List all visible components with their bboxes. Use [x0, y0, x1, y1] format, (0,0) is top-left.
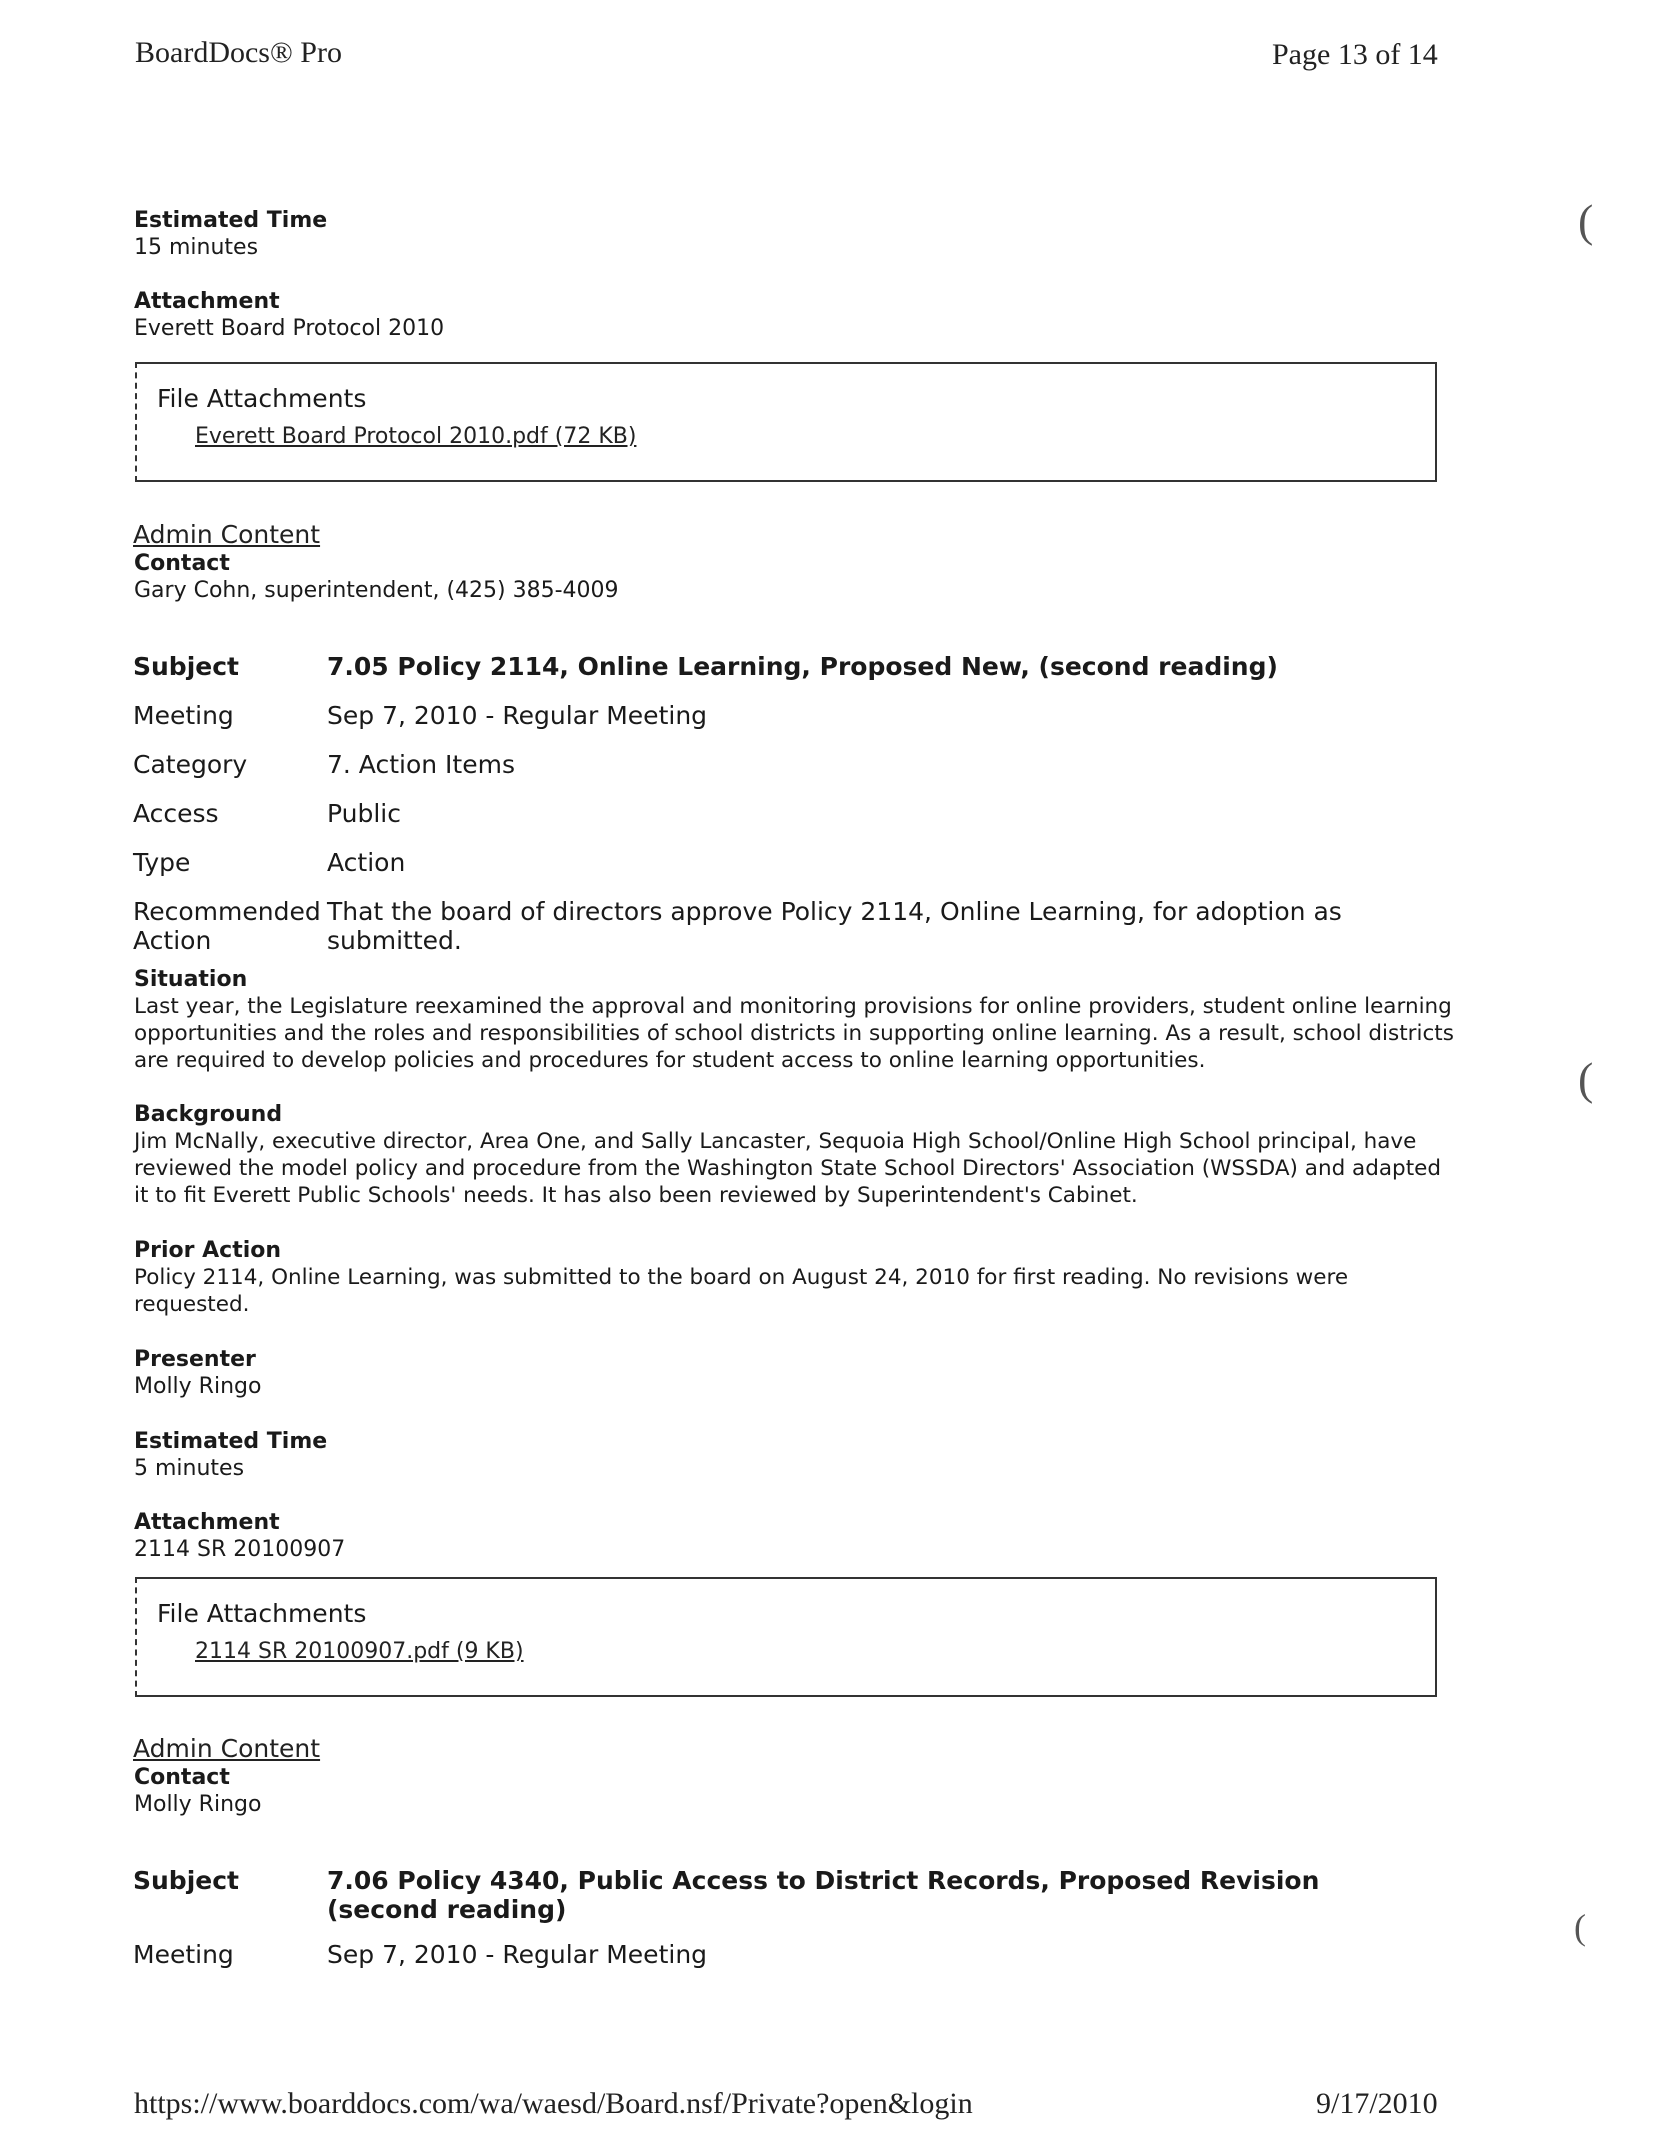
- presenter-label: Presenter: [134, 1347, 256, 1372]
- prior-action-text: Policy 2114, Online Learning, was submitted to the board on August 24, 2010 for first reading. No revisions were requested.: [134, 1265, 1349, 1317]
- category-value: 7. Action Items: [327, 750, 515, 779]
- estimated-time-value: 5 minutes: [134, 1456, 245, 1481]
- attachment-label: Attachment: [134, 289, 280, 314]
- estimated-time-value: 15 minutes: [134, 235, 259, 260]
- admin-content-link[interactable]: Admin Content: [133, 520, 321, 549]
- file-attachments-box: [135, 362, 1437, 482]
- recommended-action-line2: submitted.: [327, 926, 462, 955]
- file-attachments-title: File Attachments: [157, 1599, 367, 1628]
- recommended-action-line1: That the board of directors approve Policy 2114, Online Learning, for adoption as: [327, 897, 1342, 926]
- contact-label: Contact: [134, 1765, 230, 1790]
- subject-value-line1: 7.06 Policy 4340, Public Access to District Records, Proposed Revision: [327, 1866, 1320, 1895]
- attachment-value: Everett Board Protocol 2010: [134, 316, 445, 341]
- file-attachment-link[interactable]: 2114 SR 20100907.pdf (9 KB): [195, 1639, 524, 1664]
- background-label: Background: [134, 1102, 283, 1127]
- contact-label: Contact: [134, 551, 230, 576]
- meeting-label: Meeting: [133, 701, 234, 730]
- margin-mark: (: [1578, 1053, 1594, 1104]
- app-title: BoardDocs® Pro: [135, 36, 342, 69]
- estimated-time-label: Estimated Time: [134, 1429, 328, 1454]
- file-attachments-title: File Attachments: [157, 384, 367, 413]
- subject-value-line2: (second reading): [327, 1895, 567, 1924]
- attachment-label: Attachment: [134, 1510, 280, 1535]
- file-attachment-link[interactable]: Everett Board Protocol 2010.pdf (72 KB): [195, 424, 637, 449]
- admin-content-link[interactable]: Admin Content: [133, 1734, 321, 1763]
- access-label: Access: [133, 799, 219, 828]
- background-text: Jim McNally, executive director, Area One, and Sally Lancaster, Sequoia High School/Online High School principal, have reviewed the model policy and procedure from the Washington State School Directors' Association (WSSDA) and adapted it to fit Everett Public Schools' needs. It has also been reviewed by Superintendent's Cabinet.: [134, 1129, 1442, 1208]
- contact-value: Molly Ringo: [134, 1792, 262, 1817]
- category-label: Category: [133, 750, 248, 779]
- recommended-action-label-line1: Recommended: [133, 897, 321, 926]
- meeting-value: Sep 7, 2010 - Regular Meeting: [327, 1940, 708, 1969]
- recommended-action-label-line2: Action: [133, 926, 212, 955]
- type-label: Type: [133, 848, 191, 877]
- estimated-time-label: Estimated Time: [134, 208, 328, 233]
- subject-label: Subject: [133, 652, 239, 681]
- margin-mark: (: [1574, 1907, 1586, 1947]
- footer-url: https://www.boarddocs.com/wa/waesd/Board.nsf/Private?open&login: [134, 2087, 973, 2120]
- meeting-value: Sep 7, 2010 - Regular Meeting: [327, 701, 708, 730]
- attachment-value: 2114 SR 20100907: [134, 1537, 346, 1562]
- subject-label: Subject: [133, 1866, 239, 1895]
- presenter-value: Molly Ringo: [134, 1374, 262, 1399]
- page-number: Page 13 of 14: [1272, 38, 1438, 71]
- meeting-label: Meeting: [133, 1940, 234, 1969]
- contact-value: Gary Cohn, superintendent, (425) 385-4009: [134, 578, 619, 603]
- footer-date: 9/17/2010: [1316, 2087, 1438, 2120]
- access-value: Public: [327, 799, 401, 828]
- subject-value: 7.05 Policy 2114, Online Learning, Proposed New, (second reading): [327, 652, 1278, 681]
- type-value: Action: [327, 848, 406, 877]
- situation-label: Situation: [134, 967, 248, 992]
- prior-action-label: Prior Action: [134, 1238, 282, 1263]
- margin-mark: (: [1578, 195, 1594, 246]
- file-attachments-box: [135, 1577, 1437, 1697]
- situation-text: Last year, the Legislature reexamined the approval and monitoring provisions for online providers, student online learning opportunities and the roles and responsibilities of school districts in supporting online learning. As a result, school districts are required to develop policies and procedures for student access to online learning opportunities.: [134, 994, 1454, 1073]
